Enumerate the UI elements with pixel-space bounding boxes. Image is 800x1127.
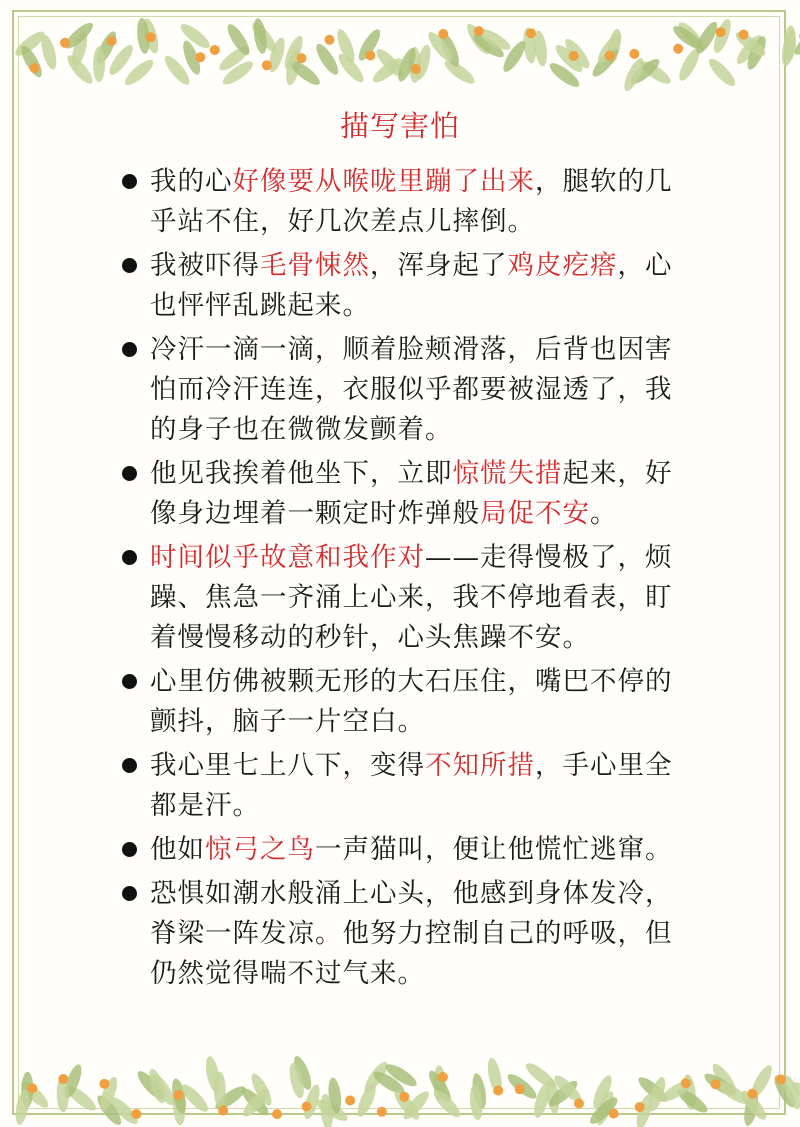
- berry: [711, 1079, 721, 1089]
- leaf: [214, 1071, 226, 1107]
- berry: [107, 36, 117, 46]
- bullet-icon: [122, 550, 137, 565]
- text-segment: 冷汗一滴一滴，顺着脸颊滑落，后背也因害怕而冷汗连连，衣服似乎都要被湿透了，我的身子也在微微发颤着。: [150, 334, 673, 445]
- berry: [629, 49, 639, 59]
- list-item: [120, 330, 680, 450]
- text-segment: ，腿软的几乎站不住，好几次差点儿摔倒。: [150, 166, 673, 237]
- berry: [515, 1084, 525, 1094]
- berry: [399, 1092, 409, 1102]
- berry: [635, 1102, 645, 1112]
- text-segment: 心里仿佛被颗无形的大石压住，嘴巴不停的颤抖，脑子一片空白。: [150, 666, 673, 737]
- berry: [673, 44, 683, 54]
- bullet-icon: [122, 674, 137, 689]
- berry: [195, 52, 205, 62]
- list-item: [120, 662, 680, 742]
- highlighted-phrase: 惊慌失措: [452, 458, 563, 489]
- berry: [99, 1079, 109, 1089]
- berry: [493, 1086, 503, 1096]
- leaf: [93, 46, 105, 82]
- list-item: [120, 874, 680, 994]
- highlighted-phrase: 毛骨悚然: [260, 250, 370, 281]
- text-segment: 我的心: [150, 166, 233, 197]
- berry: [609, 1109, 619, 1119]
- berry: [605, 51, 615, 61]
- berry: [60, 38, 70, 48]
- list-item: [120, 162, 680, 242]
- text-segment: 我心里七上八下，变得: [150, 750, 425, 781]
- text-segment: ，心也怦怦乱跳起来。: [150, 250, 673, 321]
- text-segment: 我被吓得: [150, 250, 260, 281]
- berry: [411, 64, 421, 74]
- list-item: [120, 538, 680, 658]
- leaf-garland-top-icon: [0, 0, 800, 110]
- highlighted-phrase: 时间似乎故意和我作对: [150, 542, 425, 573]
- berry: [272, 1109, 282, 1119]
- bullet-icon: [122, 174, 137, 189]
- list-item: [120, 246, 680, 326]
- berry: [324, 35, 334, 45]
- list-item: [120, 454, 680, 534]
- bullet-icon: [122, 342, 137, 357]
- leaf: [442, 57, 478, 88]
- highlighted-phrase: 不知所措: [425, 750, 535, 781]
- list-item: [120, 830, 680, 870]
- berry: [296, 53, 306, 63]
- list-item: [120, 746, 680, 826]
- leaf: [705, 55, 739, 89]
- bullet-icon: [122, 758, 137, 773]
- berry: [739, 30, 749, 40]
- highlighted-phrase: 鸡皮疙瘩: [507, 250, 618, 281]
- text-segment: 他如: [150, 834, 205, 865]
- berry: [438, 1072, 448, 1082]
- berry: [474, 26, 484, 36]
- berry: [776, 1074, 786, 1084]
- berry: [29, 63, 39, 73]
- sentence-list: [120, 162, 690, 998]
- berry: [377, 1107, 387, 1117]
- text-segment: 。: [590, 498, 618, 529]
- berry: [27, 1083, 37, 1093]
- bullet-icon: [122, 886, 137, 901]
- berry: [569, 51, 579, 61]
- berry: [526, 28, 536, 38]
- text-segment: ，浑身起了: [370, 250, 508, 281]
- leaf-garland-bottom-icon: [0, 1017, 800, 1127]
- highlighted-phrase: 好像要从喉咙里蹦了出来: [232, 166, 535, 197]
- berry: [345, 1095, 355, 1105]
- berry: [210, 45, 220, 55]
- berry: [262, 60, 272, 70]
- text-segment: ——走得慢极了，烦躁、焦急一齐涌上心来，我不停地看表，盯着慢慢移动的秒针，心头焦躁不安。: [150, 542, 673, 653]
- bullet-icon: [122, 842, 137, 857]
- berry: [716, 27, 726, 37]
- page-title: 描写害怕: [339, 109, 460, 143]
- text-segment: 他见我挨着他坐下，立即: [150, 458, 453, 489]
- berry: [174, 1090, 184, 1100]
- berry: [681, 1078, 691, 1088]
- berry: [438, 29, 448, 39]
- leaf: [177, 20, 213, 52]
- berry: [574, 1098, 584, 1108]
- berry: [747, 1089, 757, 1099]
- text-segment: 恐惧如潮水般涌上心头，他感到身体发冷，脊梁一阵发凉。他努力控制自己的呼吸，但仍然觉得喘不过气来。: [150, 878, 673, 989]
- berry: [131, 1109, 141, 1119]
- highlighted-phrase: 惊弓之鸟: [205, 834, 315, 865]
- berry: [365, 50, 375, 60]
- berry: [218, 1106, 228, 1116]
- text-segment: 起来，好像身边埋着一颗定时炸弹般: [150, 458, 673, 529]
- berry: [58, 1074, 68, 1084]
- leaf: [313, 41, 342, 78]
- bullet-icon: [122, 466, 137, 481]
- berry: [146, 32, 156, 42]
- berry: [302, 1101, 312, 1111]
- bullet-icon: [122, 258, 137, 273]
- highlighted-phrase: 局促不安: [480, 498, 590, 529]
- text-segment: ，手心里全都是汗。: [150, 750, 673, 821]
- text-segment: 一声猫叫，便让他慌忙逃窜。: [315, 834, 673, 865]
